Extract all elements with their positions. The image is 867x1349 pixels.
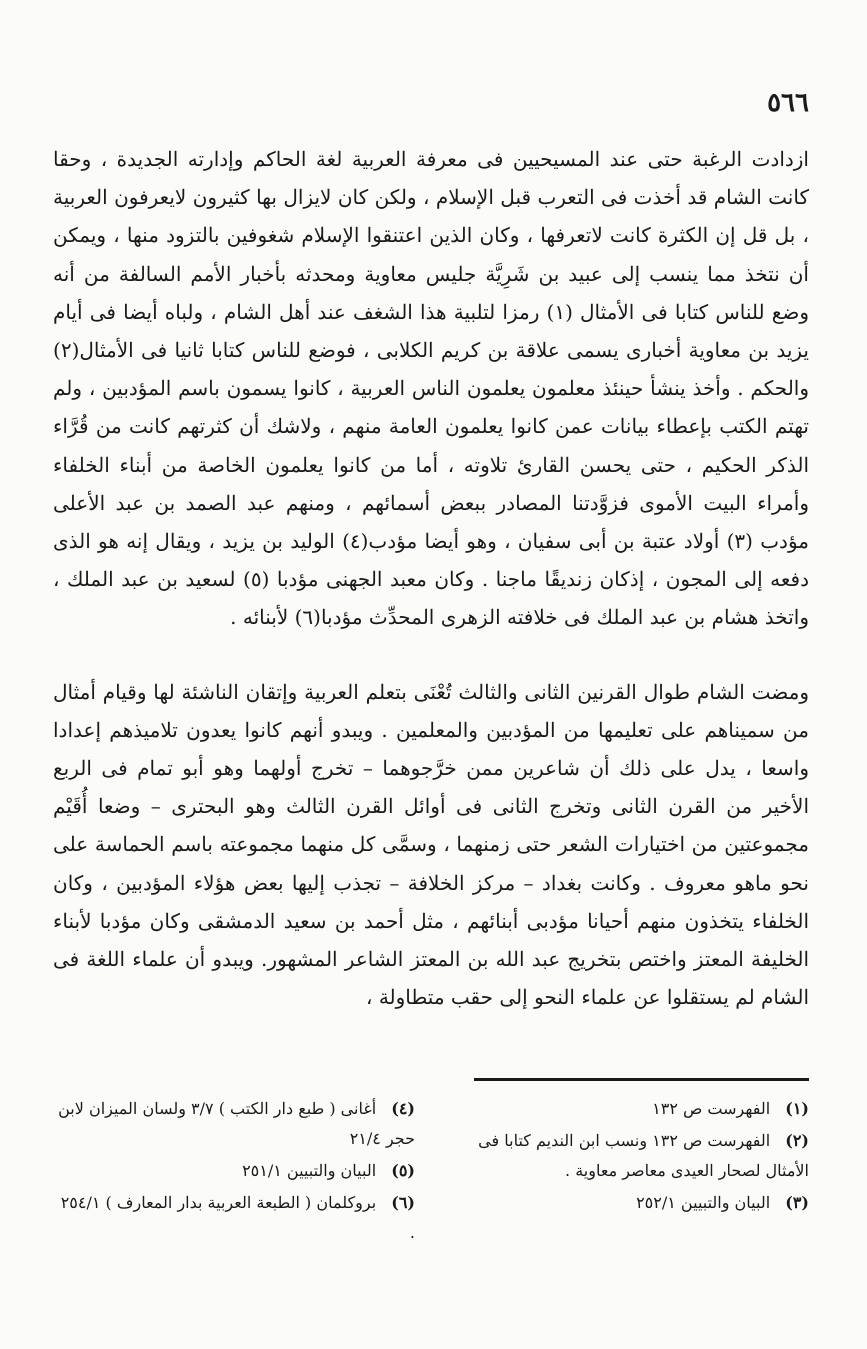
footnote-text: الفهرست ص ١٣٢ [652, 1099, 771, 1118]
footnote-number: (٥) [391, 1161, 415, 1180]
body-text [53, 140, 809, 1016]
footnote-text: أغانى ( طبع دار الكتب ) ٣/٧ ولسان الميزان لابن حجر ٢١/٤ [58, 1099, 415, 1148]
footnote-number: (٤) [391, 1099, 415, 1118]
footnote-number: (٦) [391, 1193, 415, 1212]
footnote-number: (٢) [785, 1131, 809, 1150]
footnote-text: بروكلمان ( الطبعة العربية بدار المعارف ) ٢٥٤/١ . [60, 1193, 415, 1242]
paragraph-1: ازدادت الرغبة حتى عند المسيحيين فى معرفة العربية لغة الحاكم وإدارته الجديدة ، وحقا كانت الشام قد أخذت فى التعرب قبل الإسلام ، ولكن كان لايزال بها كثيرون لايعرفون العربية ، بل قل إن الكثرة كانت لاتعرفها ، وكان الذين اعتنقوا الإسلام شغوفين بالتزود منها ، ويمكن أن نتخذ مما ينسب إلى عبيد بن شَرِيَّة جليس معاوية ومحدثه بأخبار الأمم السالفة من أنه وضع للناس كتابا فى الأمثال (١) رمزا لتلبية هذا الشغف عند أهل الشام ، ولباه أيضا فى أيام يزيد بن معاوية أخبارى يسمى علاقة بن كريم الكلابى ، فوضع للناس كتابا ثانيا فى الأمثال(٢) والحكم . وأخذ ينشأ حينئذ معلمون يعلمون الناس العربية ، كانوا يسمون باسم المؤدبين ، ولم تهتم الكتب بإعطاء بيانات عمن كانوا يعلمون العامة منهم ، ولاشك أن كثرتهم كانت من قُرَّاء الذكر الحكيم ، حتى يحسن القارئ تلاوته ، أما من كانوا يعلمون الخاصة من أبناء الخلفاء وأمراء البيت الأموى فزوَّدتنا المصادر ببعض أسمائهم ، ومنهم عبد الصمد بن عبد الأعلى مؤدب (٣) أولاد عتبة بن أبى سفيان ، وهو أيضا مؤدب(٤) الوليد بن يزيد ، ويقال إنه هو الذى دفعه إلى المجون ، إذكان زنديقًا ماجنا . وكان معبد الجهنى مؤدبا (٥) لسعيد بن عبد الملك ، واتخذ هشام بن عبد الملك فى خلافته الزهرى المحدِّث مؤدبا(٦) لأبنائه . [53, 147, 809, 630]
footnote-6 [53, 1188, 415, 1248]
footnote-3 [447, 1188, 809, 1218]
footnote-number: (٣) [785, 1193, 809, 1212]
page-number: ٥٦٦ [767, 88, 809, 118]
footnotes [53, 1094, 809, 1250]
paragraph-2: ومضت الشام طوال القرنين الثانى والثالث تُعْنَى بتعلم العربية وإتقان الناشئة لها وقيام أمثال من سميناهم على تعليمها من المؤدبين والمعلمين . ويبدو أنهم كانوا يعدون تلاميذهم إعدادا واسعا ، يدل على ذلك أن شاعرين ممن خرَّجوهما – تخرج أولهما وهو أبو تمام فى الربع الأخير من القرن الثانى وتخرج الثانى فى أوائل القرن الثالث وهو البحترى – وضعا أُقَيْم مجموعتين من اختيارات الشعر حتى زمنهما ، وسمَّى كل منهما مجموعته باسم الحماسة على نحو ماهو معروف . وكانت بغداد – مركز الخلافة – تجذب إليها بعض هؤلاء المؤدبين ، وكان الخلفاء يتخذون منهم أحيانا مؤدبى أبنائهم ، مثل أحمد بن سعيد الدمشقى وكان مؤدبا لأبناء الخليفة المعتز واختص بتخريج عبد الله بن المعتز الشاعر المشهور. ويبدو أن علماء اللغة فى الشام لم يستقلوا عن علماء النحو إلى حقب متطاولة ، [53, 679, 809, 1010]
footnotes-right-column [447, 1094, 809, 1250]
footnote-text: البيان والتبيين ٢٥١/١ [242, 1161, 377, 1180]
footnote-text: البيان والتبيين ٢٥٢/١ [636, 1193, 771, 1212]
footnote-1 [447, 1094, 809, 1124]
footnote-number: (١) [785, 1099, 809, 1118]
footnote-5 [53, 1156, 415, 1186]
footnote-4 [53, 1094, 415, 1154]
footnotes-left-column [53, 1094, 415, 1250]
footnote-2 [447, 1126, 809, 1186]
footnote-text: الفهرست ص ١٣٢ ونسب ابن النديم كتابا فى الأمثال لصحار العيدى معاصر معاوية . [478, 1131, 809, 1180]
footnote-divider [474, 1078, 809, 1081]
